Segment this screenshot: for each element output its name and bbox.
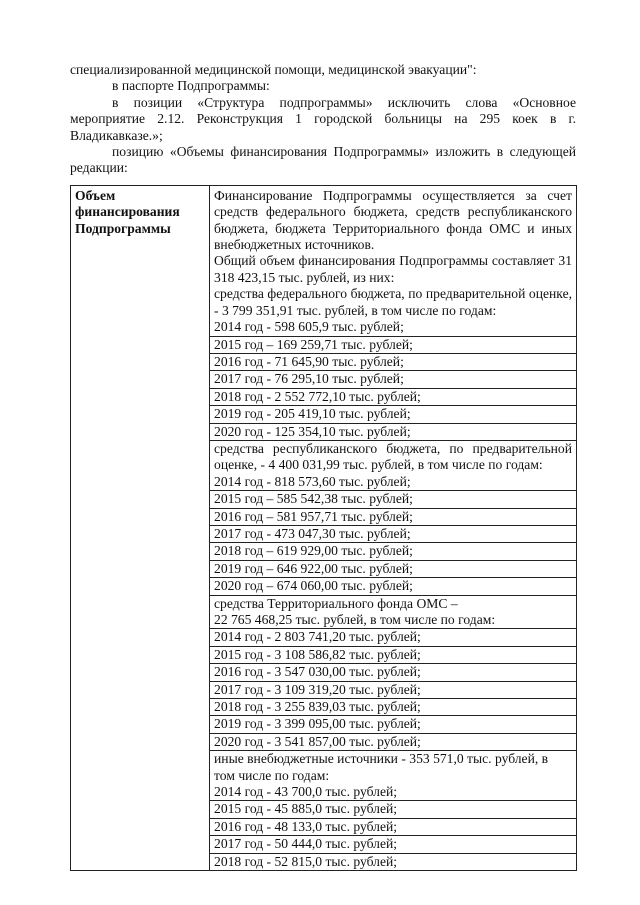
republic-years-list [214, 474, 572, 596]
intro-line-2: в паспорте Подпрограммы: [112, 78, 270, 94]
list-item: 2018 год - 2 552 772,10 тыс. рублей; [210, 389, 576, 406]
list-item: 2014 год - 818 573,60 тыс. рублей; [210, 474, 576, 491]
list-item: 2015 год - 3 108 586,82 тыс. рублей; [210, 647, 576, 664]
list-item: 2017 год - 473 047,30 тыс. рублей; [210, 526, 576, 543]
financing-intro: Финансирование Подпрограммы осуществляется за счет средств федерального бюджета, средств республиканского бюджета, бюджета Территориального фонда ОМС и иных внебюджетных источников. [214, 187, 572, 253]
list-item: 2014 год - 43 700,0 тыс. рублей; [210, 784, 576, 801]
republic-header: средства республиканского бюджета, по предварительной оценке, - 4 400 031,99 тыс. рублей, в том числе по годам: [214, 440, 572, 473]
list-item: 2018 год - 3 255 839,03 тыс. рублей; [210, 699, 576, 716]
federal-header: средства федерального бюджета, по предварительной оценке, - 3 799 351,91 тыс. рублей, в том числе по годам: [214, 286, 572, 318]
list-item: 2020 год - 125 354,10 тыс. рублей; [210, 424, 576, 441]
intro-line-4: позицию «Объемы финансирования Подпрограммы» изложить в следующей редакции: [70, 144, 576, 176]
list-item: 2020 год – 674 060,00 тыс. рублей; [210, 578, 576, 595]
list-item: 2018 год – 619 929,00 тыс. рублей; [210, 543, 576, 560]
list-item: 2017 год - 50 444,0 тыс. рублей; [210, 836, 576, 853]
list-item: 2015 год – 585 542,38 тыс. рублей; [210, 491, 576, 508]
list-item: 2014 год - 2 803 741,20 тыс. рублей; [210, 629, 576, 646]
list-item: 2019 год - 205 419,10 тыс. рублей; [210, 406, 576, 423]
list-item: 2016 год – 581 957,71 тыс. рублей; [210, 509, 576, 526]
financing-label-cell: Объем финансирования Подпрограммы [71, 185, 210, 870]
table-row [71, 185, 577, 870]
list-item: 2014 год - 598 605,9 тыс. рублей; [210, 319, 576, 336]
list-item: 2016 год - 71 645,90 тыс. рублей; [210, 354, 576, 371]
financing-content-cell [210, 185, 577, 870]
list-item: 2015 год - 45 885,0 тыс. рублей; [210, 801, 576, 818]
oms-years-list [214, 629, 572, 751]
intro-line-3: в позиции «Структура подпрограммы» исключить слова «Основное мероприятие 2.12. Реконструкция 1 городской больницы на 295 коек в г. Владикавказе.»; [70, 94, 576, 143]
oms-header-1: средства Территориального фонда ОМС – [214, 595, 458, 611]
list-item: 2019 год – 646 922,00 тыс. рублей; [210, 561, 576, 578]
list-item: 2020 год - 3 541 857,00 тыс. рублей; [210, 734, 576, 751]
other-header: иные внебюджетные источники - 353 571,0 тыс. рублей, в том числе по годам: [214, 751, 549, 783]
oms-header-2: 22 765 468,25 тыс. рублей, в том числе по годам: [210, 612, 576, 629]
list-item: 2016 год - 48 133,0 тыс. рублей; [210, 819, 576, 836]
list-item: 2017 год - 3 109 319,20 тыс. рублей; [210, 682, 576, 699]
financing-table [70, 185, 577, 871]
federal-years-list [214, 319, 572, 441]
document-page [70, 62, 576, 871]
list-item: 2016 год - 3 547 030,00 тыс. рублей; [210, 664, 576, 681]
list-item: 2015 год – 169 259,71 тыс. рублей; [210, 337, 576, 354]
intro-line-1: специализированной медицинской помощи, медицинской эвакуации": [70, 62, 477, 77]
list-item: 2019 год - 3 399 095,00 тыс. рублей; [210, 716, 576, 733]
list-item: 2017 год - 76 295,10 тыс. рублей; [210, 371, 576, 388]
list-item: 2018 год - 52 815,0 тыс. рублей; [214, 853, 398, 869]
other-years-list [214, 784, 572, 870]
financing-total: Общий объем финансирования Подпрограммы составляет 31 318 423,15 тыс. рублей, из них: [214, 253, 572, 285]
